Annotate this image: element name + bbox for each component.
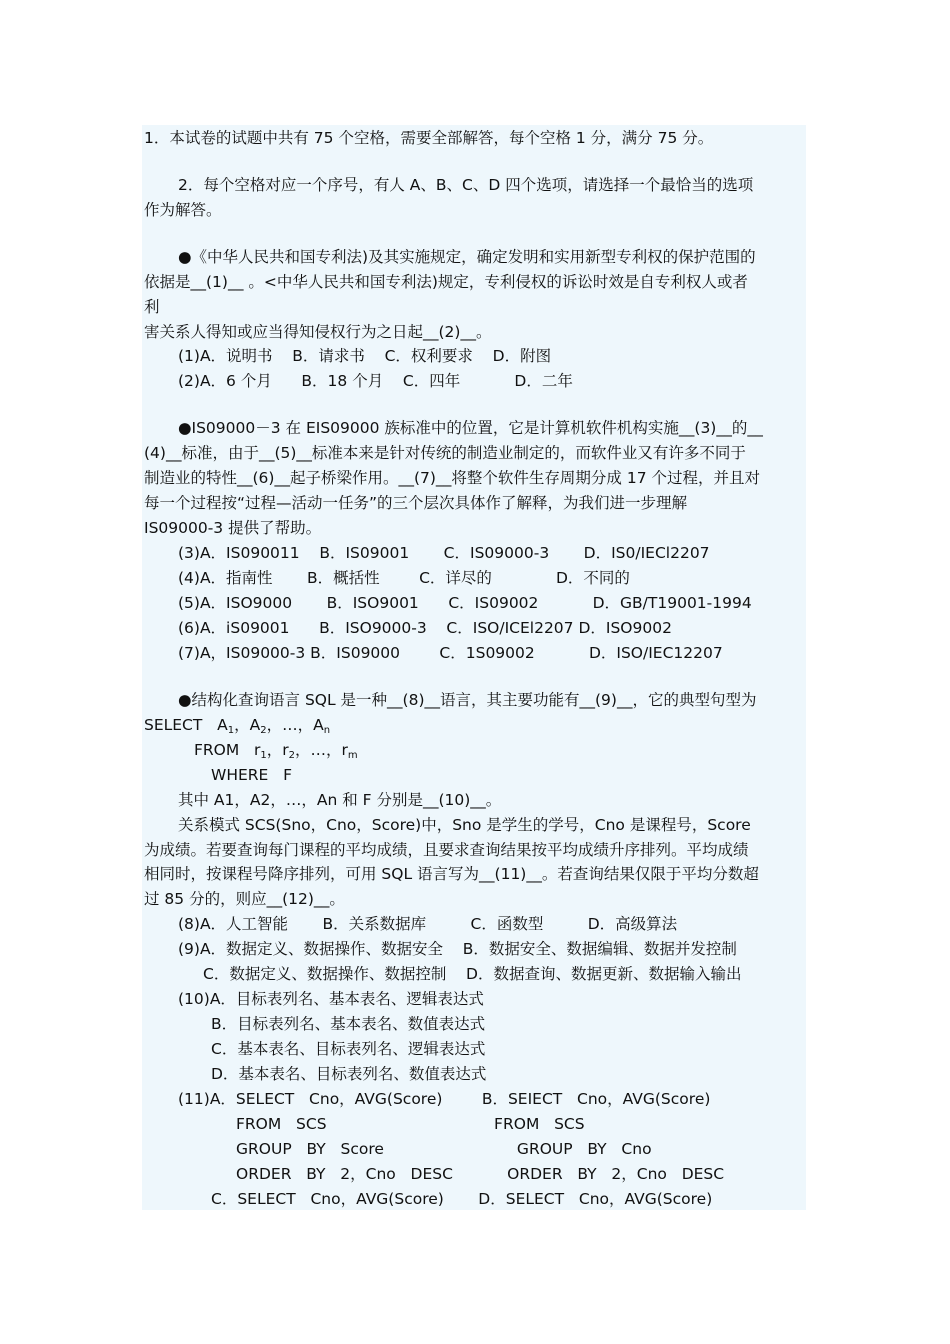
sql-from-line: [194, 740, 358, 760]
instruction-1: 1．本试卷的试题中共有 75 个空格，需要全部解答，每个空格 1 分，满分 75 分。: [144, 129, 714, 147]
sql-from-text: ，r: [266, 741, 289, 759]
option-row: (2)A．6 个月 B．18 个月 C．四年 D．二年: [178, 372, 573, 390]
subscript: 1: [260, 750, 267, 761]
sql-from-text: ，…，r: [295, 741, 348, 759]
question-patent: ●《中华人民共和国专利法)及其实施规定，确定发明和实用新型专利权的保护范围的: [178, 248, 756, 266]
option-row: FROM SCS FROM SCS: [236, 1115, 585, 1133]
sql-select-text: ，…，A: [266, 716, 324, 734]
option-row: (8)A．人工智能 B．关系数据库 C．函数型 D．高级算法: [178, 915, 678, 933]
option-row: (3)A．IS090011 B．IS09001 C．IS09000-3 D．IS0/IECl2207: [178, 544, 710, 562]
question-sql-line: 关系模式 SCS(Sno，Cno，Score)中，Sno 是学生的学号，Cno 是课程号，Score: [178, 816, 751, 834]
question-patent-line: 害关系人得知或应当得知侵权行为之日起__(2)__。: [144, 323, 492, 341]
option-row: C．数据定义、数据操作、数据控制 D．数据查询、数据更新、数据输入输出: [203, 965, 742, 983]
option-row: ORDER BY 2，Cno DESC ORDER BY 2，Cno DESC: [236, 1165, 725, 1183]
sql-select-text: SELECT A: [144, 716, 228, 734]
question-patent-line: 利: [144, 298, 160, 316]
option-row: (6)A．iS09001 B．ISO9000-3 C．ISO/ICEl2207 D．ISO9002: [178, 619, 672, 637]
option-row: (10)A．目标表列名、基本表名、逻辑表达式: [178, 990, 484, 1008]
option-row: (9)A．数据定义、数据操作、数据安全 B．数据安全、数据编辑、数据并发控制: [178, 940, 737, 958]
question-iso: ●IS09000－3 在 EIS09000 族标准中的位置，它是计算机软件机构实施__(3)__的__: [178, 419, 763, 437]
option-row: (1)A．说明书 B．请求书 C．权利要求 D．附图: [178, 347, 552, 365]
question-iso-line: 每一个过程按“过程—活动一任务”的三个层次具体作了解释，为我们进一步理解: [144, 494, 688, 512]
instruction-2: 2．每个空格对应一个序号，有人 A、B、C、D 四个选项，请选择一个最恰当的选项: [178, 176, 754, 194]
option-row: (7)A，IS09000-3 B．IS09000 C．1S09002 D．ISO/IEC12207: [178, 644, 723, 662]
instruction-2-cont: 作为解答。: [144, 201, 222, 219]
sql-where-line: WHERE F: [211, 766, 293, 784]
sql-select-text: ，A: [234, 716, 261, 734]
subscript: 2: [288, 750, 296, 761]
question-sql-line: 相同时，按课程号降序排列，可用 SQL 语言写为__(11)__。若查询结果仅限于平均分数超: [144, 865, 759, 883]
subscript: m: [347, 750, 358, 761]
option-row: C．基本表名、目标表列名、逻辑表达式: [211, 1040, 486, 1058]
option-row: D．基本表名、目标表列名、数值表达式: [211, 1065, 487, 1083]
option-row: (4)A．指南性 B．概括性 C．详尽的 D．不同的: [178, 569, 630, 587]
question-patent-line: 依据是__(1)__ 。<中华人民共和国专利法)规定，专利侵权的诉讼时效是自专利权人或者: [144, 273, 748, 291]
option-row: (5)A．ISO9000 B．ISO9001 C．IS09002 D．GB/T19001-1994: [178, 594, 752, 612]
option-row: (11)A．SELECT Cno，AVG(Score) B．SEIECT Cno，AVG(Score): [178, 1090, 711, 1108]
option-row: C．SELECT Cno，AVG(Score) D．SELECT Cno，AVG(Score): [211, 1190, 713, 1208]
question-iso-line: (4)__标准，由于__(5)__标准本来是针对传统的制造业制定的，而软件业又有许多不同于: [144, 444, 746, 462]
option-row: B．目标表列名、基本表名、数值表达式: [211, 1015, 486, 1033]
question-sql: ●结构化查询语言 SQL 是一种__(8)__语言，其主要功能有__(9)__，它的典型句型为: [178, 691, 757, 709]
sql-select-line: [144, 715, 330, 735]
question-sql-line: 其中 A1，A2，…，An 和 F 分别是__(10)__。: [178, 791, 502, 809]
question-sql-line: 过 85 分的，则应__(12)__。: [144, 890, 345, 908]
question-sql-line: 为成绩。若要查询每门课程的平均成绩，且要求查询结果按平均成绩升序排列。平均成绩: [144, 841, 749, 859]
subscript: 2: [260, 725, 267, 736]
question-iso-line: IS09000-3 提供了帮助。: [144, 519, 322, 537]
option-row: GROUP BY Score GROUP BY Cno: [236, 1140, 652, 1158]
subscript: n: [323, 725, 331, 736]
subscript: 1: [227, 725, 235, 736]
question-iso-line: 制造业的特性__(6)__起子桥梁作用。__(7)__将整个软件生存周期分成 17 个过程，并且对: [144, 469, 760, 487]
sql-from-text: FROM r: [194, 741, 261, 759]
